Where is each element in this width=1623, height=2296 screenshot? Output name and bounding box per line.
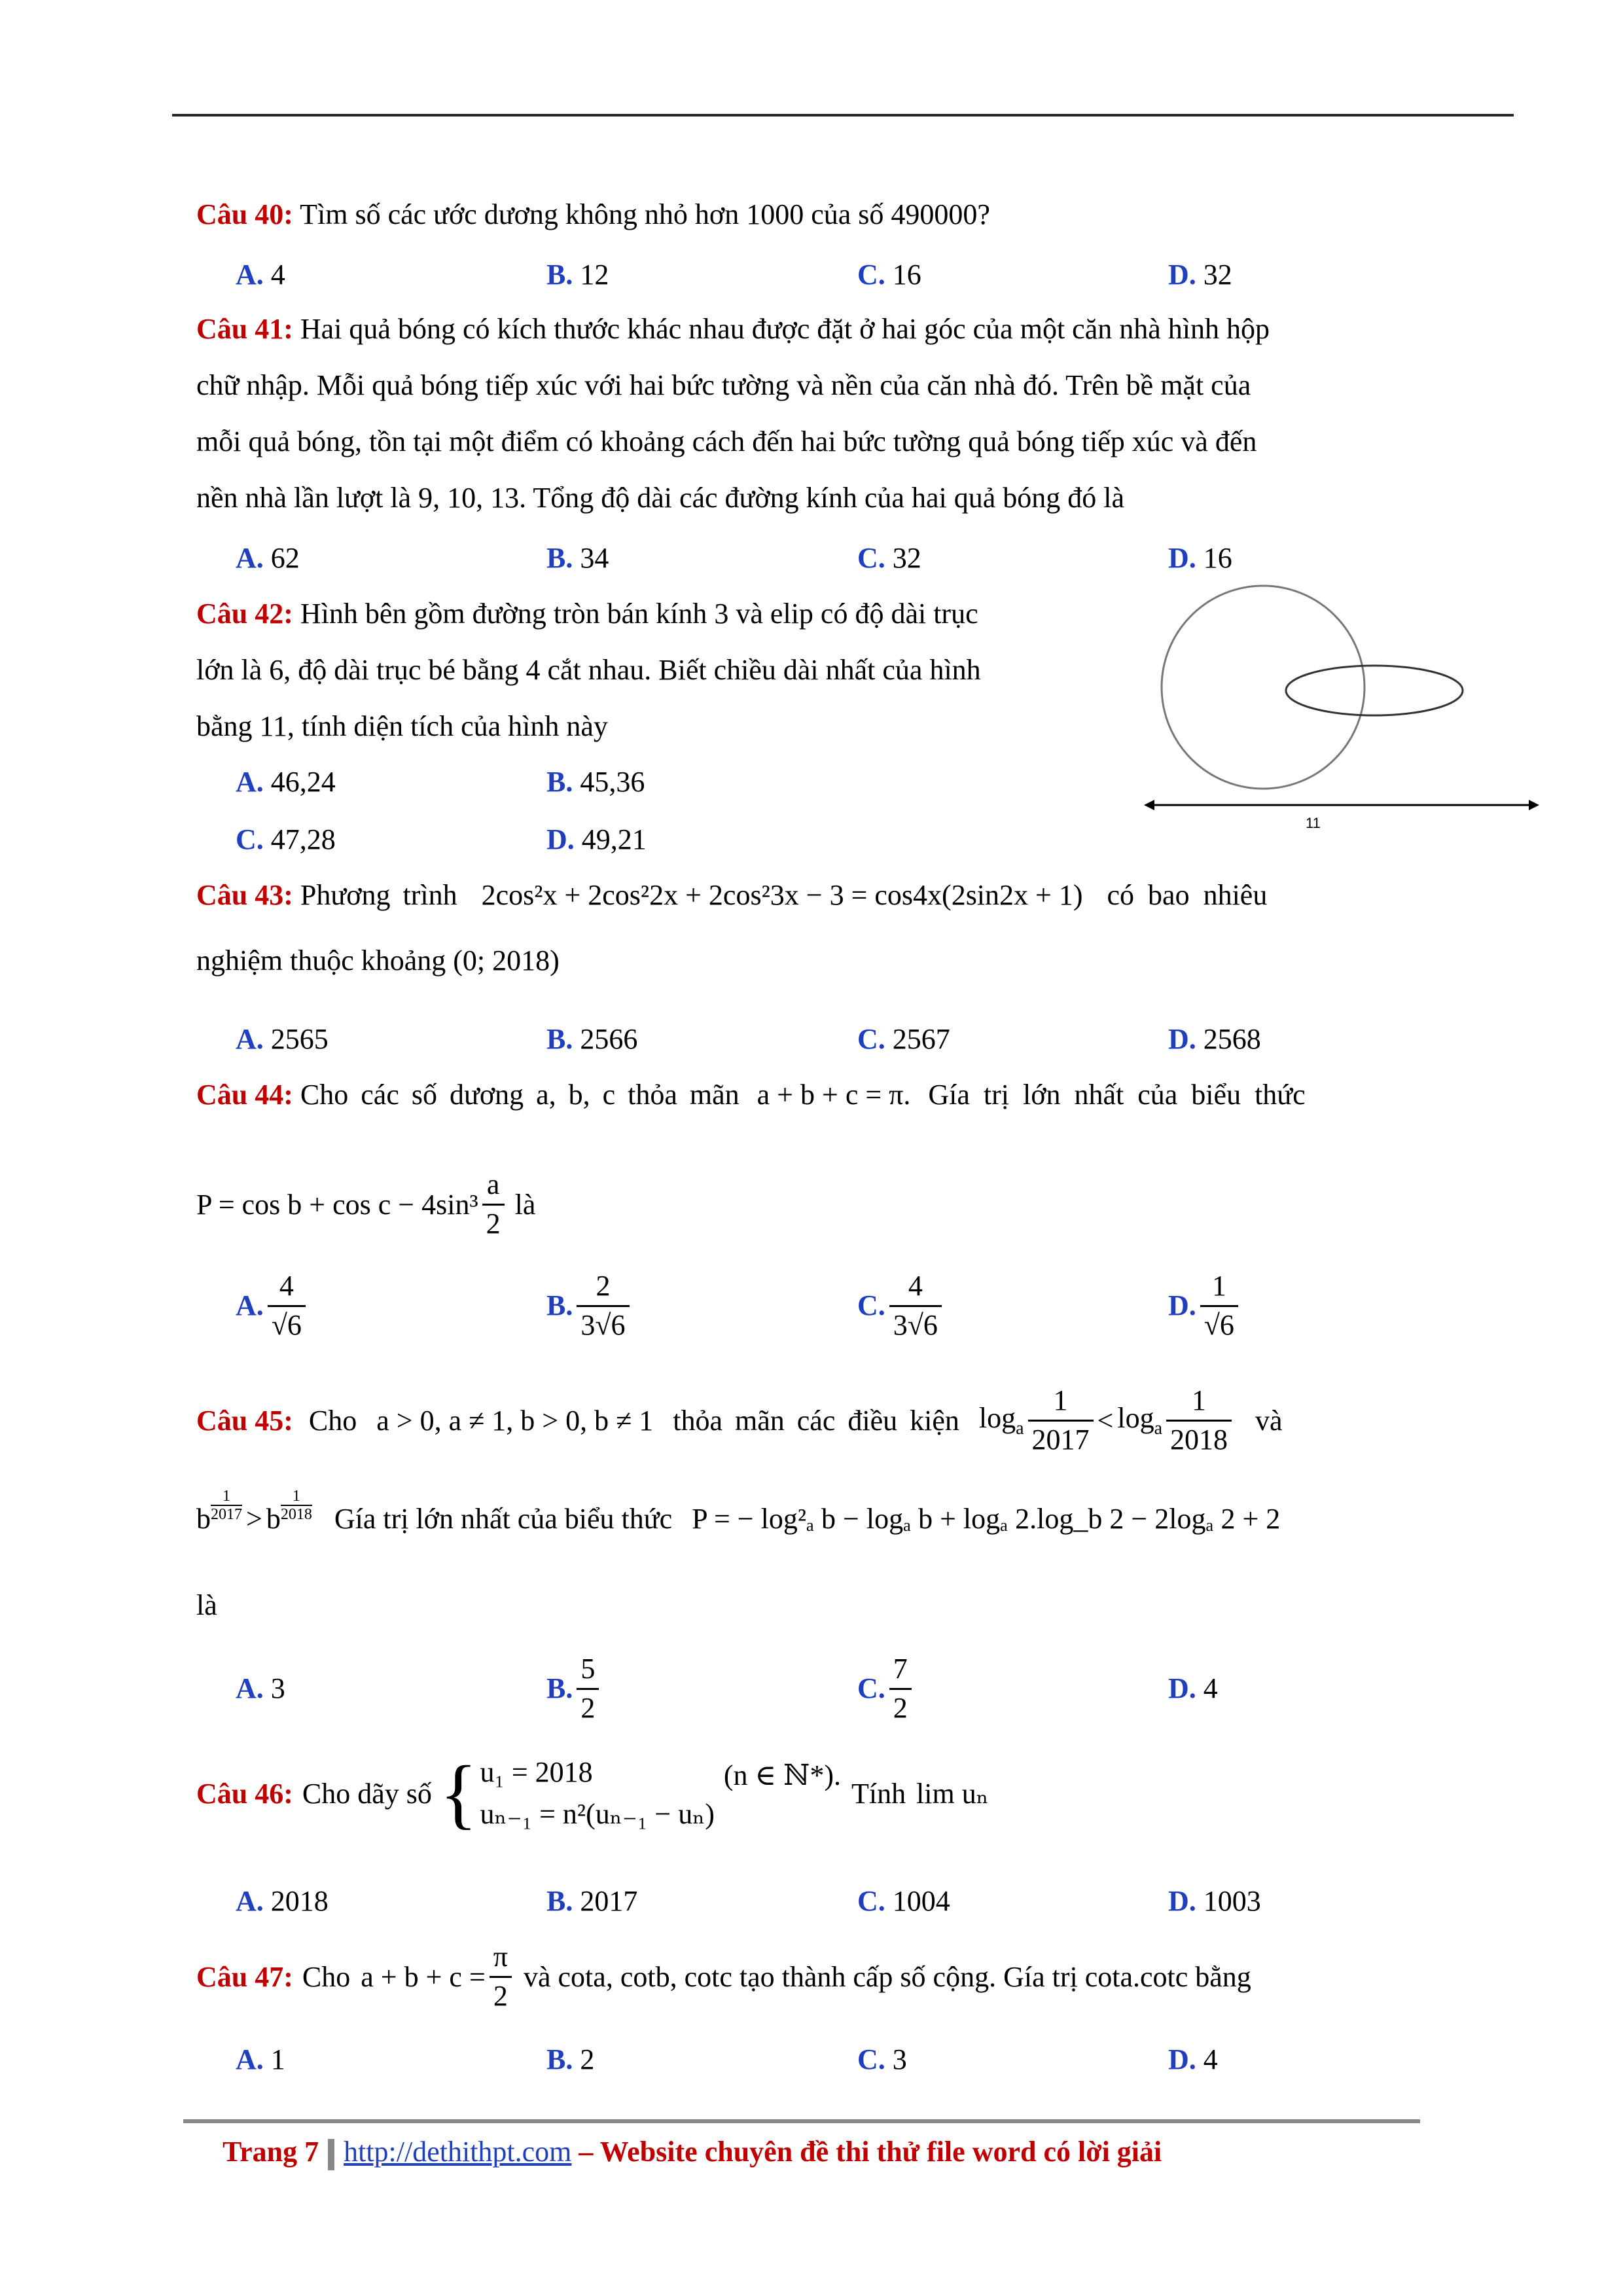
question-text: nghiệm thuộc khoảng: [196, 944, 446, 977]
question-44: [196, 1067, 1440, 1123]
circle-shape: [1162, 586, 1364, 789]
question-label: Câu 43:: [196, 879, 293, 911]
option-a[interactable]: A. 62: [236, 542, 300, 574]
ellipse-shape: [1286, 666, 1463, 715]
question-text: Tìm số các ước dương không nhỏ hơn 1000 của số 490000?: [300, 198, 990, 230]
question-text: Phương trình: [300, 879, 457, 911]
option-a[interactable]: A. 46,24: [236, 766, 336, 798]
question-text: Hai quả bóng có kích thước khác nhau được đặt ở hai góc của một căn nhà hình hộp: [300, 313, 1270, 345]
question-label: Câu 44:: [196, 1079, 293, 1111]
option-c[interactable]: C. 1004: [857, 1885, 950, 1917]
option-b[interactable]: B. 34: [546, 542, 609, 574]
option-b[interactable]: B. $\frac{2}{3√6}$: [546, 1270, 633, 1342]
question-45-line3: là: [196, 1589, 217, 1621]
question-label: Câu 40:: [196, 198, 293, 230]
expression-P: P = − log²ₐ b − logₐ b + logₐ 2.log_b 2 − 2logₐ 2 + 2: [692, 1502, 1281, 1535]
option-c[interactable]: C. 16: [857, 259, 921, 291]
option-a[interactable]: A. 1: [236, 2043, 285, 2075]
option-c[interactable]: C. $\frac{7}{2}$: [857, 1649, 916, 1728]
option-d[interactable]: D. 4: [1168, 2043, 1218, 2075]
option-a[interactable]: A. 2565: [236, 1023, 329, 1055]
footer-divider: [328, 2139, 334, 2170]
arrow-right-icon: [1529, 800, 1539, 810]
option-c[interactable]: C. 2567: [857, 1023, 950, 1055]
option-d[interactable]: D. 1003: [1168, 1885, 1261, 1917]
option-c[interactable]: C. 47,28: [236, 823, 336, 855]
expression-P: P = cos b + cos c − 4sin³ $\frac{a}{2}$ là: [196, 1168, 536, 1240]
equation: 2cos²x + 2cos²2x + 2cos²3x − 3 = cos4x(2sin2x + 1): [481, 879, 1083, 911]
option-a[interactable]: A. 3: [236, 1672, 285, 1704]
option-b[interactable]: B. $\frac{5}{2}$: [546, 1649, 603, 1728]
option-c[interactable]: C. 32: [857, 542, 921, 574]
option-d[interactable]: D. 4: [1168, 1672, 1218, 1704]
question-43: [196, 867, 1440, 924]
question-text: Cho các số dương a, b, c thỏa mãn: [300, 1079, 740, 1111]
option-d[interactable]: D. 32: [1168, 259, 1232, 291]
footer-tagline: – Website chuyên đề thi thử file word có lời giải: [579, 2136, 1162, 2168]
question-43-line2: [196, 933, 1440, 989]
question-41: [196, 301, 1440, 526]
condition: a + b + c = π.: [757, 1079, 911, 1111]
option-c[interactable]: C. $\frac{4}{3√6}$: [857, 1270, 946, 1342]
question-45: Câu 45: Cho a > 0, a ≠ 1, b > 0, b ≠ 1 thỏa mãn các điều kiện $\log_a$ $\frac{1}{2017}$ < $\log_a$ $\frac{1}{2018}$ và: [196, 1384, 1283, 1456]
question-text: có bao nhiêu: [1107, 879, 1268, 911]
page-number: Trang 7: [223, 2136, 319, 2168]
option-d[interactable]: D. 49,21: [546, 823, 647, 855]
question-text: lớn là 6, độ dài trục bé bằng 4 cắt nhau. Biết chiều dài nhất của hình: [196, 654, 981, 686]
question-text: chữ nhập. Mỗi quả bóng tiếp xúc với hai bức tường và nền của căn nhà đó. Trên bề mặt của: [196, 369, 1251, 401]
question-text: Gía trị lớn nhất của biểu thức: [928, 1079, 1306, 1111]
question-45-line2: b 1 2017 > b 1 2018 Gía trị lớn nhất của biểu thức P = − log²ₐ b − logₐ b + logₐ 2.log_b 2 − 2logₐ 2 + 2: [196, 1487, 1281, 1535]
question-text: Hình bên gồm đường tròn bán kính 3 và elip có độ dài trục: [300, 598, 978, 630]
question-label: Câu 42:: [196, 598, 293, 630]
option-b[interactable]: B. 2: [546, 2043, 595, 2075]
option-a[interactable]: A. $\frac{4}{√6}$: [236, 1270, 310, 1342]
question-text: nền nhà lần lượt là 9, 10, 13. Tổng độ dài các đường kính của hai quả bóng đó là: [196, 482, 1124, 514]
site-link[interactable]: http://dethithpt.com: [344, 2136, 572, 2168]
option-a[interactable]: A. 4: [236, 259, 285, 291]
question-label: Câu 41:: [196, 313, 293, 345]
condition: a > 0, a ≠ 1, b > 0, b ≠ 1: [376, 1404, 654, 1437]
option-b[interactable]: B. 2566: [546, 1023, 638, 1055]
question-text: mỗi quả bóng, tồn tại một điểm có khoảng cách đến hai bức tường quả bóng tiếp xúc và đến: [196, 425, 1257, 457]
option-b[interactable]: B. 12: [546, 259, 609, 291]
option-b[interactable]: B. 45,36: [546, 766, 645, 798]
option-c[interactable]: C. 3: [857, 2043, 907, 2075]
footer: [223, 2132, 1162, 2172]
option-d[interactable]: D. 16: [1168, 542, 1232, 574]
arrow-left-icon: [1144, 800, 1154, 810]
figure-label: 11: [1306, 815, 1321, 831]
option-a[interactable]: A. 2018: [236, 1885, 329, 1917]
question-46: Câu 46: Cho dãy số { u₁ = 2018 uₙ₋₁ = n²(uₙ₋₁ − uₙ) (n ∈ ℕ*). Tính lim uₙ: [196, 1749, 989, 1837]
question-47: Câu 47: Cho a + b + c = $\frac{\pi}{2}$ và cota, cotb, cotc tạo thành cấp số cộng. Gía trị cota.cotc bằng: [196, 1941, 1251, 2012]
circle-ellipse-figure: [1139, 583, 1544, 844]
option-d[interactable]: D. 2568: [1168, 1023, 1261, 1055]
option-d[interactable]: D. $\frac{1}{√6}$: [1168, 1270, 1242, 1342]
question-text: bằng 11, tính diện tích của hình này: [196, 710, 608, 742]
question-40: [196, 187, 1440, 243]
footer-rule: [183, 2119, 1420, 2123]
option-b[interactable]: B. 2017: [546, 1885, 638, 1917]
interval: (0; 2018): [453, 944, 560, 977]
header-rule: [172, 114, 1514, 117]
